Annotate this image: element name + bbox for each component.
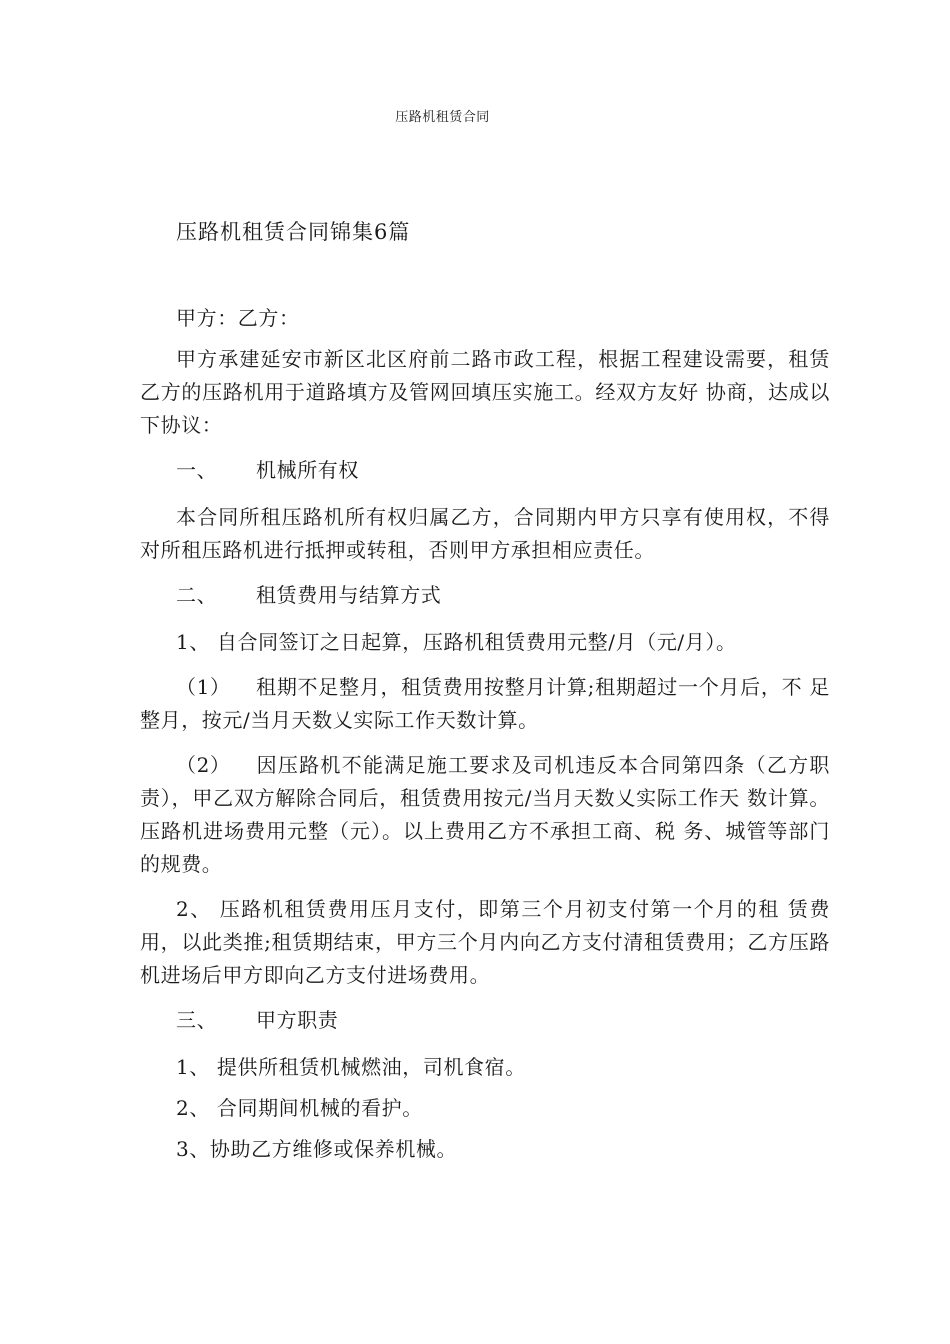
document-body (140, 302, 830, 1174)
section-1-number: 一、 (176, 458, 218, 482)
parties-line: 甲方：乙方： (176, 306, 300, 330)
section-2-number: 二、 (176, 583, 218, 607)
section-2-item-2: 2、 压路机租赁费用压月支付，即第三个月初支付第一个月的租 赁费用，以此类推;租赁期结束，甲方三个月内向乙方支付清租赁费用；乙方压路机进场后甲方即向乙方支付进场费用。 (140, 897, 830, 987)
section-2-item-1: 1、 自合同签订之日起算，压路机租赁费用元整/月（元/月）。 (176, 630, 737, 654)
running-header: 压路机租赁合同 (395, 110, 490, 125)
section-3-heading (140, 1004, 830, 1037)
sub-1-text: 租期不足整月，租赁费用按整月计算;租期超过一个月后，不 足整月，按元/当月天数乂实际工作天数计算。 (140, 675, 830, 732)
sub-2-number: （2） (176, 753, 231, 777)
section-2-title: 租赁费用与结算方式 (256, 583, 442, 607)
section-2-heading (140, 579, 830, 612)
intro-paragraph: 甲方承建延安市新区北区府前二路市政工程，根据工程建设需要，租赁乙方的压路机用于道路填方及管网回填压实施工。经双方友好 协商，达成以下协议： (140, 347, 830, 437)
section-3-item-3: 3、协助乙方维修或保养机械。 (176, 1137, 458, 1161)
sub-1-number: （1） (176, 675, 231, 699)
section-1-title: 机械所有权 (256, 458, 359, 482)
section-1-paragraph: 本合同所租压路机所有权归属乙方，合同期内甲方只享有使用权，不得对所租压路机进行抵押或转租，否则甲方承担相应责任。 (140, 505, 830, 562)
section-2-sub-1 (140, 671, 830, 737)
section-3-item-2: 2、 合同期间机械的看护。 (176, 1096, 423, 1120)
section-3-item-1: 1、 提供所租赁机械燃油，司机食宿。 (176, 1055, 526, 1079)
section-1-heading (140, 454, 830, 487)
document-title: 压路机租赁合同锦集6篇 (176, 220, 411, 244)
section-2-sub-2 (140, 749, 830, 881)
section-3-title: 甲方职责 (256, 1008, 339, 1032)
section-3-number: 三、 (176, 1008, 218, 1032)
sub-2-text: 因压路机不能满足施工要求及司机违反本合同第四条（乙方职 责），甲乙双方解除合同后，租赁费用按元/当月天数乂实际工作天 数计算。压路机进场费用元整（元）。以上费用乙方不承担工商、税 务、城管等部门的规费。 (140, 753, 830, 876)
